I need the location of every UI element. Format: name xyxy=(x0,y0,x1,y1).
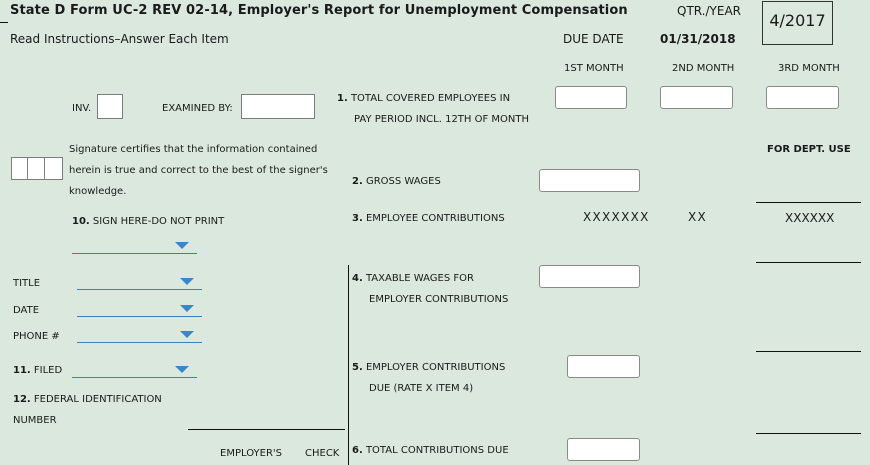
item-6-label: 6. TOTAL CONTRIBUTIONS DUE xyxy=(352,445,509,456)
examined-by-label: EXAMINED BY: xyxy=(162,103,233,114)
month-2-header: 2ND MONTH xyxy=(672,63,735,74)
item-5-label-2: DUE (RATE X ITEM 4) xyxy=(369,383,474,394)
dept-line-1 xyxy=(756,202,861,203)
item-1-month-3-input[interactable] xyxy=(766,86,839,109)
sign-here-dropdown[interactable] xyxy=(72,240,197,254)
item-4-label-2: EMPLOYER CONTRIBUTIONS xyxy=(369,294,509,305)
phone-label: PHONE # xyxy=(13,331,60,342)
filed-dropdown[interactable] xyxy=(72,364,197,378)
signature-text-1: Signature certifies that the information contained xyxy=(69,144,318,155)
chevron-down-icon xyxy=(180,331,194,338)
total-contributions-input[interactable] xyxy=(567,438,640,461)
date-label: DATE xyxy=(13,305,40,316)
chevron-down-icon xyxy=(175,366,189,373)
item-3-mask-b: XX xyxy=(688,210,708,224)
employers-label: EMPLOYER'S xyxy=(220,448,282,459)
item-2-label: 2. GROSS WAGES xyxy=(352,176,441,187)
item-1-month-1-input[interactable] xyxy=(555,86,627,109)
chevron-down-icon xyxy=(175,242,189,249)
header-tick xyxy=(0,22,8,23)
fed-id-label: 12. FEDERAL IDENTIFICATION xyxy=(13,394,162,405)
employer-contributions-input[interactable] xyxy=(567,355,640,378)
due-date-value: 01/31/2018 xyxy=(660,32,736,46)
form-title: State D Form UC-2 REV 02-14, Employer's Report for Unemployment Compensation xyxy=(10,3,628,18)
checkbox-cell-2[interactable] xyxy=(27,157,45,180)
inv-label: INV. xyxy=(72,103,92,114)
item-3-label: 3. EMPLOYEE CONTRIBUTIONS xyxy=(352,213,505,224)
month-1-header: 1ST MONTH xyxy=(564,63,624,74)
due-date-label: DUE DATE xyxy=(563,32,624,46)
item-3-mask-a: XXXXXXX xyxy=(583,210,650,224)
section-divider xyxy=(348,265,349,465)
chevron-down-icon xyxy=(180,305,194,312)
signature-text-2: herein is true and correct to the best of the signer's xyxy=(69,165,328,176)
instructions-text: Read Instructions–Answer Each Item xyxy=(10,32,229,46)
dept-line-4 xyxy=(756,433,861,434)
dept-item-3-mask: XXXXXX xyxy=(785,211,835,225)
item-1-month-2-input[interactable] xyxy=(660,86,733,109)
title-dropdown[interactable] xyxy=(77,276,202,290)
item-1-label-2: PAY PERIOD INCL. 12TH OF MONTH xyxy=(354,114,530,125)
gross-wages-input[interactable] xyxy=(539,169,640,192)
dept-line-2 xyxy=(756,262,861,263)
checkbox-cell-1[interactable] xyxy=(11,157,28,180)
dept-line-3 xyxy=(756,351,861,352)
inv-box[interactable] xyxy=(97,94,123,119)
checkbox-cell-3[interactable] xyxy=(44,157,63,180)
examined-by-box[interactable] xyxy=(241,94,315,119)
item-1-label: 1. TOTAL COVERED EMPLOYEES IN xyxy=(337,93,511,104)
month-3-header: 3RD MONTH xyxy=(778,63,840,74)
signature-text-3: knowledge. xyxy=(69,186,127,197)
date-dropdown[interactable] xyxy=(77,303,202,317)
check-label: CHECK xyxy=(305,448,340,459)
fed-id-label-2: NUMBER xyxy=(13,415,57,426)
item-5-label: 5. EMPLOYER CONTRIBUTIONS xyxy=(352,362,506,373)
sign-here-label: 10. SIGN HERE-DO NOT PRINT xyxy=(72,216,225,227)
qtr-year-label: QTR./YEAR xyxy=(677,4,742,18)
title-label: TITLE xyxy=(13,278,41,289)
qtr-year-value: 4/2017 xyxy=(769,11,826,30)
chevron-down-icon xyxy=(180,278,194,285)
fed-id-line xyxy=(188,429,345,430)
phone-dropdown[interactable] xyxy=(77,329,202,343)
taxable-wages-input[interactable] xyxy=(539,265,640,288)
filed-label: 11. FILED xyxy=(13,365,63,376)
dept-use-label: FOR DEPT. USE xyxy=(767,144,851,155)
item-4-label: 4. TAXABLE WAGES FOR xyxy=(352,273,474,284)
qtr-year-box xyxy=(762,1,833,45)
